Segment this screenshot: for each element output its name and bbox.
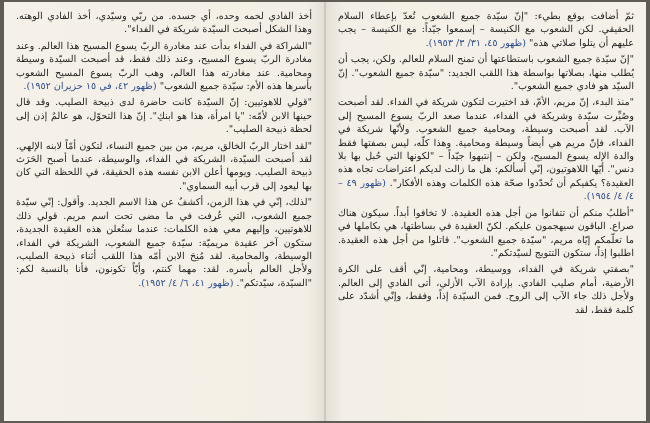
paragraph: "لقد اختار الربّ الخالق، مريم، من بين جميع النساء، لتكون أمّاً لابنه الإلهي. لقد أصبحت السيّدة، الشريكة في الفداء، والوسيطة، عندما أصبح الحَرَث ذبيحة الصليب. ويومها أعلن الابن نفسه هذه الحقيقة، في اللحظة التي كان بها ليعود إلى قرب أبيه السماوي". (16, 140, 312, 192)
paragraph: "الشراكة في الفداء بدأت عند مغادرة الربّ يسوع المسيح هذا العالم. وعند مغادرة الربّ يسوع المسيح، وعند ذلك فقط، قد أصبحت السيّدة وسيطة ومحامية. عند مغادرته هذا العالم، وهب الربّ يسوع المسيح الشعوب بأسرها هذه الأم: سيّدة جميع الشعوب" (ظهور ٤٢، في ١٥ حزيران ١٩٥٢). (16, 40, 312, 93)
left-page (4, 2, 324, 421)
paragraph: أخذ الفادي لحمه وحده، أي جسده. من ربّي وسيّدي، أخذ الفادي الوهته. وهذا الشكل أصبحت السيّدة شريكة في الفداء". (16, 11, 312, 36)
citation: (ظهور ٤٥، ٣١/ ٣/ ١٩٥٣). (425, 37, 526, 49)
paragraph: ثمّ أضافت بوقع بطيء: "إنّ سيّدة جميع الشعوب تُعدّ بإعطاء السلام الحقيقي. لكن الشعوب مع الكنيسة – إسمعوا جيّداً: مع الكنيسة – يجب عليهم أن يتلوا صلاتي هذه" (ظهور ٤٥، ٣١/ ٣/ ١٩٥٣). (338, 11, 634, 49)
paragraph: "قولي للاهوتيين: إنّ السيّدة كانت حاضرة لدى ذبيحة الصليب. وقد قال حينها الابن لأمّه: "يا امرأة، هذا هو ابنكِ". إنّ هذا التحوّل، هو عالمٌ إذن إلى لحظة ذبيحة الصليب". (16, 97, 312, 136)
paragraph: "إنّ سيّدة جميع الشعوب باستطاعتها أن تمنح السلام للعالم. ولكن، يجب أن يُطلب منها، بصلاتها بواسطة هذا اللقب الجديد: "سيّدة جميع الشعوب". إنّ السيّد هو فادي جميع الشعوب". (338, 54, 634, 93)
paragraph: "منذ البدء، إنّ مريم، الأمّ، قد اختيرت لتكون شريكة في الفداء. لقد أصبحت وصُيِّرت سيّدة وشريكة في الفداء، عندما صعد الربّ يسوع المسيح إلى الآب. لقد أصبحت وسيطة، ومحامية جميع الشعوب. ولأنّها شريكة في الفداء، فإنّ مريم هي أيضاً وسيطة ومحامية. وهذا كلّه، ليس بصفتها فقط والدة الإله يسوع المسيح، ولكن – إنتبهوا جيّداً – "لكونها التي حُبل بها بلا دنس". أيّها اللاهوتيون، إنّي أسألكم: هل ما زالت لديكم اعتراضات تجاه هذه العقيدة؟ يكفيكم أن تُحدّدوا صحّة هذه الكلمات وهذه الأفكار". (ظهور ٤٩ – ٤/ ٤/ ١٩٥٤). (338, 97, 634, 203)
book-spread (4, 2, 646, 421)
paragraph: "بصفتي شريكة في الفداء، ووسيطة، ومحامية، إنّي أقف على الكرة الأرضية، أمام صليب الفادي. بإرادة الآب الأزلي، أتى الفادي إلى العالم. ولأجل ذلك جاء الآب إلى الروح. فمن السيّدة إذاً، وفقط، وإنّي أشدّد على كلمة فقط، لقد (338, 264, 634, 316)
citation: (ظهور ٤٩ – ٤/ ٤/ ١٩٥٤). (338, 177, 634, 203)
paragraph: "لذلك، إنّي في هذا الزمن، أكشفُ عن هذا الاسم الجديد. وأقول: إنّي سيّدة جميع الشعوب، التي عُرفت في ما مضى تحت اسم مريم. قولي ذلك للاهوتيين، وإليهم معي هذه الكلمات: عندما ستُعلن هذه العقيدة الجديدة، ستكون آخر عقيدة مريميّة: سيّدة جميع الشعوب، الشريكة في الفداء، الوسيطة، والمحامية. لقد مُنِحَ الابن أمّه هذا اللقب أثناء ذبيحة الصليب، ولأجل العالم بأسره. لقد: مهما كنتم، وأيّاً تكونون، فأنا بالنسبة لكم: "السيّدة، سيّدتكم". (ظهور ٤١، ٦/ ٤/ ١٩٥٢). (16, 197, 312, 289)
right-page (326, 2, 646, 421)
paragraph: "أطلبُ منكم أن تتفانوا من أجل هذه العقيدة. لا تخافوا أبداً. سيكون هناك صراع. الباقون سيهجمون عليكم. لكنّ العقيدة في بساطتها، هي بكاملها في ما تعلّمكم إيّاه مريم، "سيّدة جميع الشعوب". قاتلوا من أجل هذه العقيدة. اطلبوا إذاً، ستكون التتويج لسيّدتكم". (338, 207, 634, 259)
citation: (ظهور ٤١، ٦/ ٤/ ١٩٥٢). (138, 277, 234, 289)
citation: (ظهور ٤٢، في ١٥ حزيران ١٩٥٢). (23, 81, 157, 93)
